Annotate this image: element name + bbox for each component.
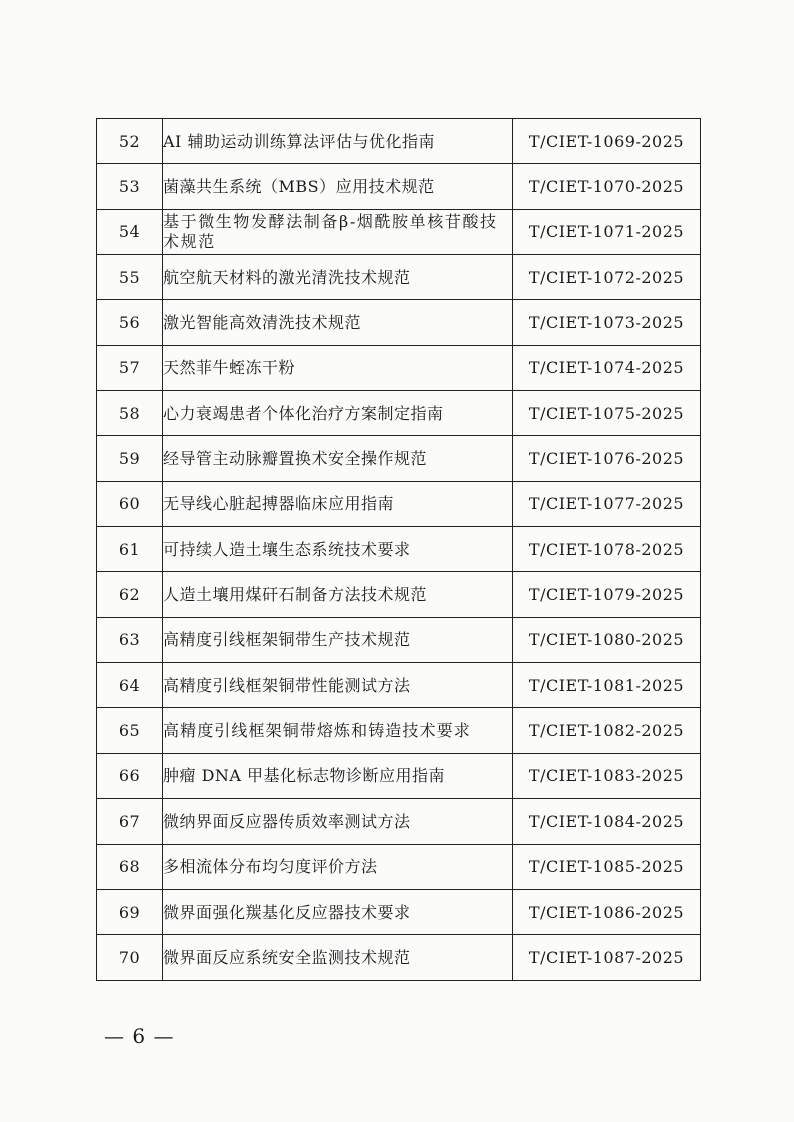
table-row bbox=[97, 391, 701, 436]
standard-code: T/CIET-1078-2025 bbox=[513, 527, 701, 572]
table-row bbox=[97, 617, 701, 662]
standard-name: 可持续人造土壤生态系统技术要求 bbox=[163, 527, 513, 572]
standard-name: 微界面反应系统安全监测技术规范 bbox=[163, 935, 513, 980]
row-number: 53 bbox=[97, 164, 163, 209]
table-row bbox=[97, 300, 701, 345]
standard-name: 心力衰竭患者个体化治疗方案制定指南 bbox=[163, 391, 513, 436]
table-row bbox=[97, 527, 701, 572]
standard-code: T/CIET-1086-2025 bbox=[513, 889, 701, 934]
standard-name: 微纳界面反应器传质效率测试方法 bbox=[163, 799, 513, 844]
standard-name: 航空航天材料的激光清洗技术规范 bbox=[163, 255, 513, 300]
row-number: 54 bbox=[97, 209, 163, 254]
standard-code: T/CIET-1080-2025 bbox=[513, 617, 701, 662]
page-number: — 6 — bbox=[104, 1024, 175, 1048]
standard-name: 高精度引线框架铜带熔炼和铸造技术要求 bbox=[163, 708, 513, 753]
row-number: 65 bbox=[97, 708, 163, 753]
standard-code: T/CIET-1071-2025 bbox=[513, 209, 701, 254]
table-row bbox=[97, 119, 701, 164]
standard-name: 高精度引线框架铜带性能测试方法 bbox=[163, 663, 513, 708]
standard-code: T/CIET-1077-2025 bbox=[513, 481, 701, 526]
standard-code: T/CIET-1083-2025 bbox=[513, 753, 701, 798]
row-number: 62 bbox=[97, 572, 163, 617]
row-number: 57 bbox=[97, 345, 163, 390]
row-number: 69 bbox=[97, 889, 163, 934]
standard-name: 无导线心脏起搏器临床应用指南 bbox=[163, 481, 513, 526]
standard-code: T/CIET-1069-2025 bbox=[513, 119, 701, 164]
row-number: 66 bbox=[97, 753, 163, 798]
table-row bbox=[97, 209, 701, 254]
row-number: 55 bbox=[97, 255, 163, 300]
standard-code: T/CIET-1081-2025 bbox=[513, 663, 701, 708]
standard-code: T/CIET-1073-2025 bbox=[513, 300, 701, 345]
table-row bbox=[97, 345, 701, 390]
row-number: 60 bbox=[97, 481, 163, 526]
table-row bbox=[97, 799, 701, 844]
table-row bbox=[97, 663, 701, 708]
row-number: 58 bbox=[97, 391, 163, 436]
table-row bbox=[97, 255, 701, 300]
table-row bbox=[97, 753, 701, 798]
row-number: 59 bbox=[97, 436, 163, 481]
standard-name: 肿瘤 DNA 甲基化标志物诊断应用指南 bbox=[163, 753, 513, 798]
standard-code: T/CIET-1075-2025 bbox=[513, 391, 701, 436]
standard-name: 微界面强化羰基化反应器技术要求 bbox=[163, 889, 513, 934]
row-number: 67 bbox=[97, 799, 163, 844]
row-number: 63 bbox=[97, 617, 163, 662]
standard-code: T/CIET-1085-2025 bbox=[513, 844, 701, 889]
standard-name: 激光智能高效清洗技术规范 bbox=[163, 300, 513, 345]
row-number: 52 bbox=[97, 119, 163, 164]
table-row bbox=[97, 889, 701, 934]
table-row bbox=[97, 935, 701, 980]
standards-table-body bbox=[97, 119, 701, 981]
standard-name: 高精度引线框架铜带生产技术规范 bbox=[163, 617, 513, 662]
standard-name: 人造土壤用煤矸石制备方法技术规范 bbox=[163, 572, 513, 617]
row-number: 56 bbox=[97, 300, 163, 345]
row-number: 68 bbox=[97, 844, 163, 889]
table-row bbox=[97, 481, 701, 526]
standard-code: T/CIET-1082-2025 bbox=[513, 708, 701, 753]
standard-code: T/CIET-1074-2025 bbox=[513, 345, 701, 390]
standard-name: AI 辅助运动训练算法评估与优化指南 bbox=[163, 119, 513, 164]
row-number: 70 bbox=[97, 935, 163, 980]
row-number: 61 bbox=[97, 527, 163, 572]
table-row bbox=[97, 708, 701, 753]
table-row bbox=[97, 844, 701, 889]
standard-code: T/CIET-1076-2025 bbox=[513, 436, 701, 481]
standard-name: 菌藻共生系统（MBS）应用技术规范 bbox=[163, 164, 513, 209]
standard-code: T/CIET-1079-2025 bbox=[513, 572, 701, 617]
table-row bbox=[97, 436, 701, 481]
standard-name: 基于微生物发酵法制备β-烟酰胺单核苷酸技术规范 bbox=[163, 209, 513, 254]
standard-code: T/CIET-1084-2025 bbox=[513, 799, 701, 844]
standards-table bbox=[96, 118, 701, 981]
standard-name: 经导管主动脉瓣置换术安全操作规范 bbox=[163, 436, 513, 481]
row-number: 64 bbox=[97, 663, 163, 708]
standard-code: T/CIET-1070-2025 bbox=[513, 164, 701, 209]
table-row bbox=[97, 164, 701, 209]
standard-code: T/CIET-1087-2025 bbox=[513, 935, 701, 980]
standard-code: T/CIET-1072-2025 bbox=[513, 255, 701, 300]
standard-name: 多相流体分布均匀度评价方法 bbox=[163, 844, 513, 889]
standard-name: 天然菲牛蛭冻干粉 bbox=[163, 345, 513, 390]
table-row bbox=[97, 572, 701, 617]
